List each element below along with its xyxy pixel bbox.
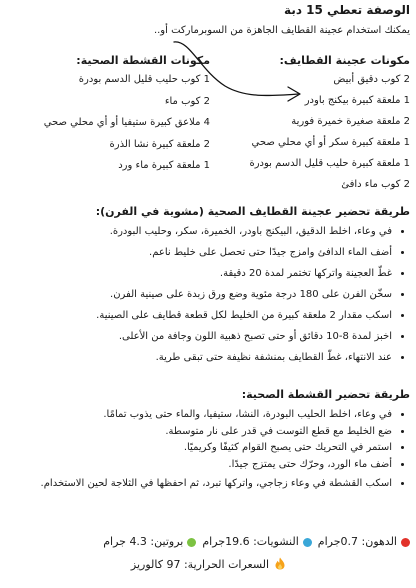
list-item: 4 ملاعق كبيرة ستيفيا أو أي محلي صحي	[43, 117, 210, 128]
cream-method-heading: طريقة تحضير القشطة الصحية:	[241, 388, 410, 401]
list-item: 2 كوب دقيق أبيض	[333, 74, 410, 85]
red-dot-icon	[401, 538, 410, 547]
list-item: • عند الانتهاء، غطّ القطايف بمنشفة نظيفة حتى تبقى طرية.	[10, 351, 392, 364]
list-item: • أضف الماء الدافئ وامزج جيدًا حتى تحصل على خليط ناعم.	[10, 246, 392, 259]
list-item: 1 ملعقة كبيرة حليب قليل الدسم بودرة	[249, 158, 410, 169]
cream-ingredients	[10, 52, 210, 181]
list-item: 2 ملعقة كبيرة نشا الذرة	[109, 138, 210, 150]
list-item: • غطّ العجينة واتركها تختمر لمدة 20 دقيقة.	[10, 267, 392, 280]
list-item: • سخّن الفرن على 180 درجة مئوية وضع ورق زبدة على صينية الفرن.	[10, 288, 392, 301]
cream-method-steps	[10, 408, 410, 493]
list-item: 1 ملعقة كبيرة ماء ورد	[118, 160, 210, 171]
dough-method-heading: طريقة تحضير عجينة القطايف الصحية (مشوية في الفرن):	[95, 205, 410, 218]
list-item: 1 كوب حليب قليل الدسم بودرة	[78, 74, 210, 85]
blue-dot-icon	[303, 538, 312, 547]
carbs-label: النشويات: 19.6جرام	[202, 535, 299, 548]
intro-text: يمكنك استخدام عجينة القطايف الجاهزة من السوبرماركت أو..	[153, 25, 410, 36]
calories-line	[0, 557, 416, 572]
list-item: • أضف ماء الورد، وحرّك حتى يمتزج جيدًا.	[10, 458, 392, 471]
fat-value	[318, 535, 410, 549]
dough-ingredients-heading: مكونات عجينة القطايف:	[279, 54, 410, 67]
cream-method	[10, 386, 410, 497]
serving-title: الوصفة تعطي 15 دبة	[284, 3, 410, 17]
list-item: 2 كوب ماء	[164, 95, 210, 107]
list-item: 1 ملعقة كبيرة سكر أو أي محلي صحي	[251, 137, 410, 148]
carbs-value	[202, 535, 311, 549]
list-item: 1 ملعقة كبيرة بيكنج باودر	[304, 95, 410, 106]
list-item: • في وعاء، اخلط الدقيق، البيكنج باودر، الخميرة، سكر، وحليب البودرة.	[10, 225, 392, 238]
calories-label: السعرات الحرارية: 97 كالوريز	[130, 558, 270, 571]
dough-method	[10, 203, 410, 372]
protein-value	[103, 535, 196, 549]
flame-icon	[275, 557, 285, 570]
cream-ingredients-heading: مكونات القشطة الصحية:	[76, 54, 210, 67]
list-item: • استمر في التحريك حتى يصبح القوام كثيفًا وكريميًا.	[10, 441, 392, 454]
list-item: 2 كوب ماء دافئ	[341, 179, 410, 190]
dough-ingredients	[210, 52, 410, 199]
dough-method-steps	[10, 225, 410, 364]
list-item: • اسكب القشطة في وعاء زجاجي، واتركها تبرد، ثم احفظها في الثلاجة لحين الاستخدام.	[10, 474, 392, 493]
list-item: • ضع الخليط مع قطع التوست في قدر على نار متوسطة.	[10, 425, 392, 438]
list-item: 2 ملعقة صغيرة خميرة فورية	[291, 116, 410, 127]
nutrition-facts	[6, 535, 410, 549]
protein-label: بروتين: 4.3 جرام	[103, 535, 184, 548]
dough-ingredient-list	[210, 73, 410, 191]
list-item: • اسكب مقدار 2 ملعقة كبيرة من الخليط لكل قطعة قطايف على الصينية.	[10, 309, 392, 322]
cream-ingredient-list	[10, 73, 210, 172]
list-item: • في وعاء، اخلط الحليب البودرة، النشا، ستيفيا، والماء حتى يذوب تمامًا.	[10, 408, 392, 421]
list-item: • اخبز لمدة 8-10 دقائق أو حتى تصبح ذهبية اللون وجافة من الأعلى.	[10, 330, 392, 343]
green-dot-icon	[187, 538, 196, 547]
fat-label: الدهون: 0.7جرام	[317, 535, 397, 548]
